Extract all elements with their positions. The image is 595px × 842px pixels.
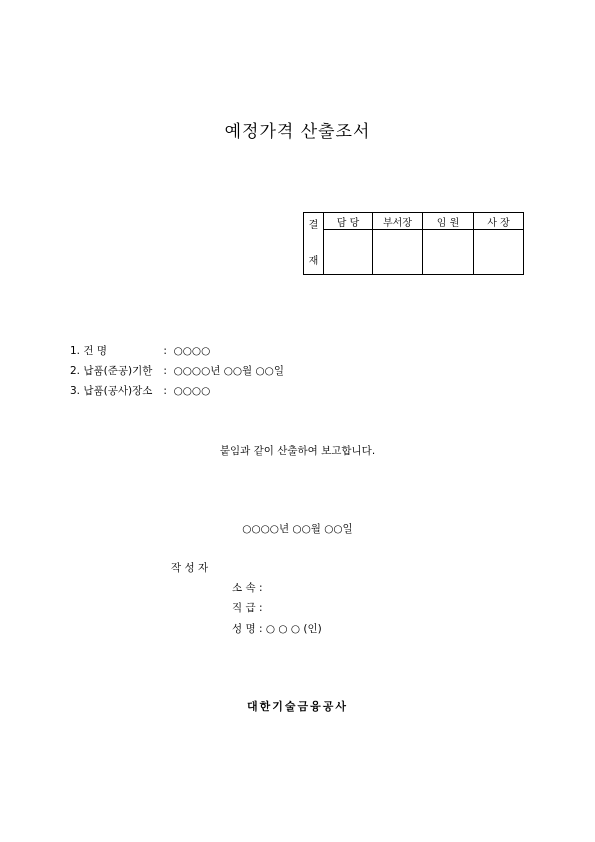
item-label: 3. 납품(공사)장소	[70, 385, 153, 397]
approval-side-label	[304, 213, 324, 275]
approval-side-bottom: 재	[308, 255, 319, 267]
item-value: ○○○○년 ○○월 ○○일	[173, 365, 284, 377]
item-colon: :	[163, 345, 171, 357]
approval-header-staff: 담 당	[324, 213, 373, 230]
author-name-row	[232, 621, 322, 636]
approval-sign-president[interactable]	[474, 230, 524, 275]
item-colon: :	[163, 365, 171, 377]
item-value: ○○○○	[173, 345, 211, 357]
item-row-deadline	[70, 363, 284, 378]
item-label: 2. 납품(준공)기한	[70, 365, 153, 377]
approval-header-president: 사 장	[474, 213, 524, 230]
organization-name: 대한기술금융공사	[246, 700, 348, 713]
author-rank-label: 직 급 :	[232, 602, 263, 614]
approval-header-dept-head: 부서장	[373, 213, 423, 230]
item-row-location	[70, 383, 210, 398]
document-title: 예정가격 산출조서	[224, 122, 371, 142]
item-label: 1. 건 명	[70, 345, 107, 357]
item-colon: :	[163, 385, 171, 397]
author-heading: 작 성 자	[171, 562, 209, 574]
approval-sign-executive[interactable]	[423, 230, 474, 275]
report-date: ○○○○년 ○○월 ○○일	[242, 523, 353, 535]
approval-side-top: 결	[308, 219, 319, 231]
author-name-value: ○ ○ ○ (인)	[265, 623, 322, 635]
approval-sign-staff[interactable]	[324, 230, 373, 275]
item-value: ○○○○	[173, 385, 211, 397]
author-name-label: 성 명 :	[232, 623, 263, 635]
item-row-subject	[70, 343, 210, 358]
author-dept-label: 소 속 :	[232, 582, 263, 594]
report-sentence: 붙임과 같이 산출하여 보고합니다.	[219, 445, 376, 457]
approval-header-executive: 임 원	[423, 213, 474, 230]
approval-table	[303, 212, 524, 275]
approval-sign-dept-head[interactable]	[373, 230, 423, 275]
